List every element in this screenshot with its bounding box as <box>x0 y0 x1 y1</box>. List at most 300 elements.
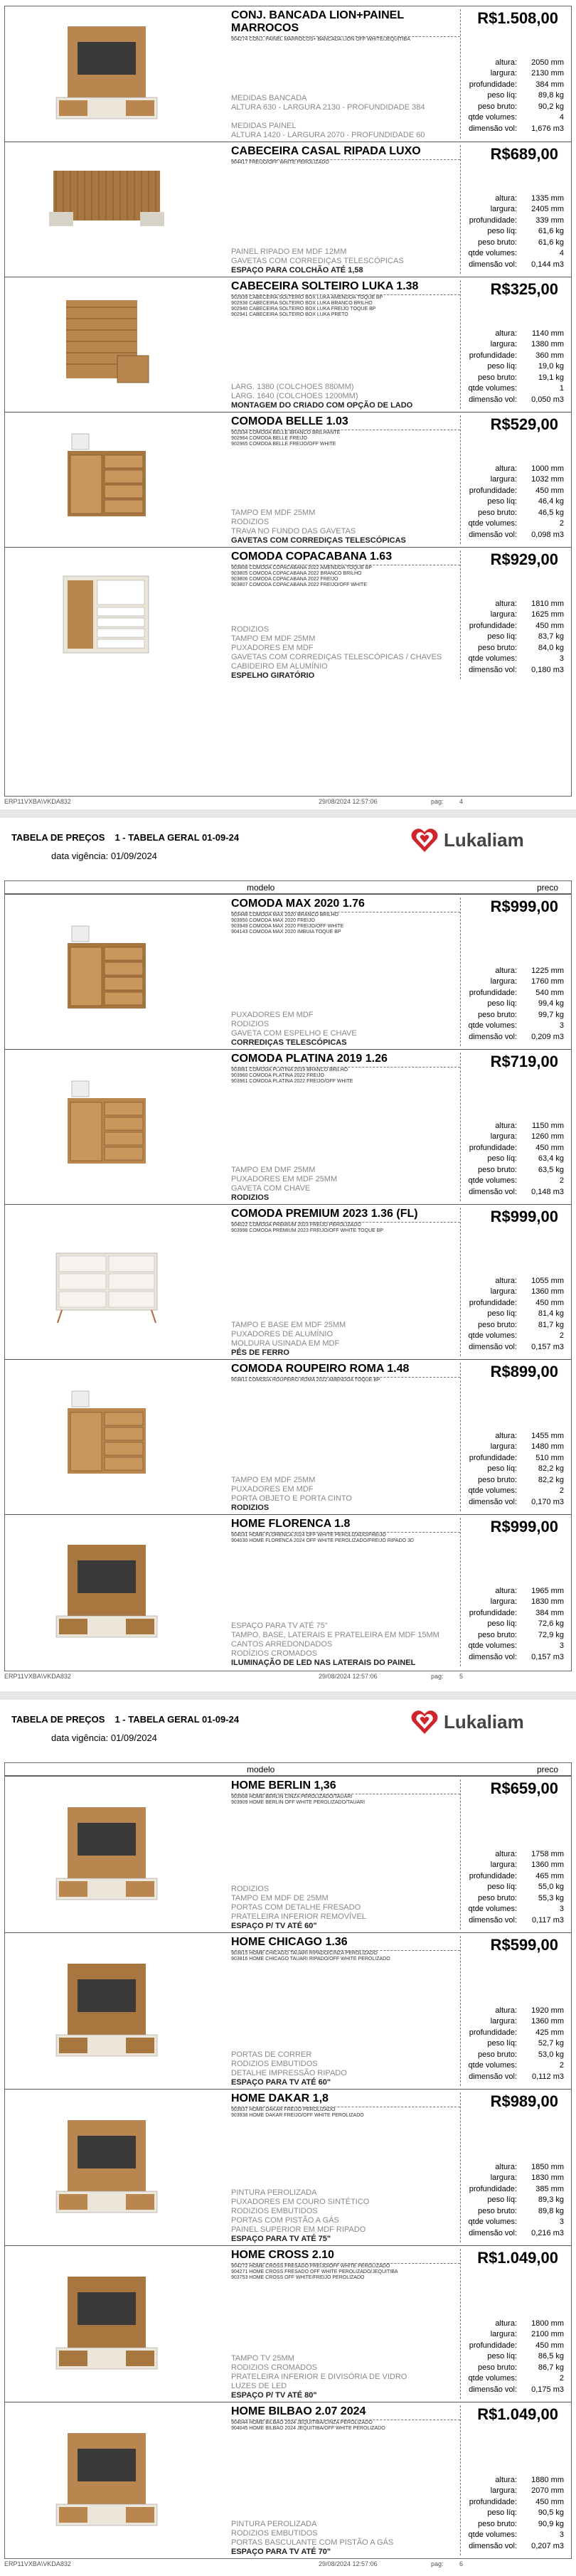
spec-value: 89,3 kg <box>538 2196 564 2204</box>
product-code-line: 904417 FREIJO/OFF WHITE PEROLIZADO <box>231 160 329 165</box>
spec-label: qtde volumes: <box>468 249 517 257</box>
product-image <box>46 1539 167 1646</box>
spec-label: largura: <box>490 1597 517 1606</box>
spec-value: 360 mm <box>535 351 564 360</box>
product-code-line: 903881 COMODA PLATINA 2019 BRANCO BRILHO <box>231 1068 348 1073</box>
product-row <box>5 1049 571 1204</box>
description-highlight: ESPAÇO PARA TV ATÉ 75" <box>231 2235 331 2243</box>
spec-row-altura <box>460 2319 564 2330</box>
spec-row-dimensao <box>460 1497 564 1508</box>
spec-value: 63,4 kg <box>538 1154 564 1163</box>
spec-value: 450 mm <box>535 1298 564 1307</box>
spec-row-dimensao <box>460 1652 564 1664</box>
product-info <box>231 2405 456 2557</box>
product-info <box>231 145 456 275</box>
spec-value: 86,5 kg <box>538 2352 564 2361</box>
footer-datetime: 29/08/2024 12:57:06 <box>319 798 378 805</box>
description-line: TAMPO EM MDF 25MM <box>231 634 316 643</box>
spec-value: 83,7 kg <box>538 632 564 641</box>
spec-row-volumes <box>460 1641 564 1652</box>
product-description <box>231 1476 456 1513</box>
product-row <box>5 6 571 142</box>
product-name: HOME CROSS 2.10 <box>231 2249 334 2261</box>
product-price: R$989,00 <box>490 2092 558 2110</box>
spec-label: largura: <box>490 69 517 78</box>
product-table <box>4 880 572 1671</box>
spec-value: 1150 mm <box>531 1121 564 1130</box>
product-row <box>5 1359 571 1514</box>
spec-label: peso bruto: <box>477 1165 517 1174</box>
spec-value: 1800 mm <box>531 2319 564 2328</box>
footer-page-number: 6 <box>459 2560 464 2567</box>
product-code-line: 904143 COMODA MAX 2020 IMBUIA TOQUE BP <box>231 930 341 935</box>
product-name: COMODA MAX 2020 1.76 <box>231 898 365 910</box>
product-price: R$325,00 <box>490 280 558 298</box>
spec-row-altura <box>460 193 564 205</box>
product-description <box>231 1321 456 1358</box>
product-specs <box>460 599 564 676</box>
spec-row-profundidade <box>460 1871 564 1883</box>
spec-row-altura <box>460 1586 564 1597</box>
product-codes <box>231 2107 456 2119</box>
spec-value: 450 mm <box>535 2497 564 2506</box>
description-line: PUXADORES EM COURO SINTÉTICO <box>231 2198 370 2206</box>
spec-label: altura: <box>495 966 517 975</box>
product-name: COMODA BELLE 1.03 <box>231 415 348 427</box>
description-line: PORTAS COM PISTÃO A GÁS <box>231 2216 339 2225</box>
product-info <box>231 1779 456 1931</box>
spec-label: peso bruto: <box>477 508 517 517</box>
description-line: MEDIDAS PAINEL <box>231 122 297 130</box>
product-code-line: 902938 CABECEIRA SOLTEIRO BOX LUKA BRANCO BRILHO <box>231 301 373 306</box>
spec-value: 81,7 kg <box>538 1320 564 1329</box>
spec-value: 2 <box>559 2061 564 2070</box>
product-code-line: 902965 COMODA BELLE FREIJO/OFF WHITE <box>231 442 336 447</box>
spec-row-dimensao <box>460 2541 564 2553</box>
product-image <box>46 292 167 398</box>
spec-row-peso-bruto <box>460 238 564 249</box>
spec-label: peso bruto: <box>477 1475 517 1484</box>
title-prefix: TABELA DE PREÇOS <box>11 832 105 843</box>
spec-label: profundidade: <box>469 2341 517 2350</box>
product-image <box>46 2114 167 2221</box>
product-specs <box>460 1586 564 1664</box>
spec-value: 82,2 kg <box>538 1464 564 1473</box>
product-specs <box>460 58 564 135</box>
spec-row-profundidade <box>460 1143 564 1154</box>
product-info <box>231 2249 456 2400</box>
spec-row-dimensao <box>460 665 564 676</box>
spec-row-peso-bruto <box>460 2363 564 2374</box>
product-codes <box>231 1794 456 1806</box>
product-specs <box>460 1431 564 1508</box>
spec-row-peso-bruto <box>460 373 564 384</box>
description-line: RODÍZIOS CROMADOS <box>231 1649 318 1658</box>
spec-value: 1850 mm <box>531 2162 564 2171</box>
spec-label: peso líq: <box>487 999 517 1008</box>
spec-row-profundidade <box>460 486 564 497</box>
product-name: CONJ. BANCADA LION+PAINEL MARROCOS <box>231 9 404 34</box>
product-info <box>231 1208 456 1358</box>
footer-report: ERP11VXBA\VKDA832 <box>4 1673 71 1680</box>
spec-value: 63,5 kg <box>538 1165 564 1174</box>
product-name: COMODA PREMIUM 2023 1.36 (FL) <box>231 1208 418 1220</box>
description-line: PORTAS DE CORRER <box>231 2050 312 2059</box>
description-line: PORTAS BASCULANTE COM PISTÃO A GÁS <box>231 2538 394 2547</box>
product-row <box>5 277 571 412</box>
product-image <box>46 1384 167 1491</box>
product-row <box>5 2089 571 2245</box>
spec-value: 425 mm <box>535 2028 564 2037</box>
spec-label: peso líq: <box>487 362 517 371</box>
spec-row-altura <box>460 464 564 475</box>
product-row <box>5 1776 571 1932</box>
spec-label: dimensão vol: <box>469 124 517 133</box>
spec-value: 2100 mm <box>531 2330 564 2338</box>
product-name: CABECEIRA SOLTEIRO LUKA 1.38 <box>231 280 419 292</box>
spec-row-volumes <box>460 2217 564 2228</box>
spec-label: dimensão vol: <box>469 665 517 674</box>
spec-value: 3 <box>559 1021 564 1030</box>
price-page <box>0 1700 576 2576</box>
product-code-line: 903806 COMODA COPACABANA 2022 FREIJO <box>231 577 338 582</box>
spec-value: 46,5 kg <box>538 508 564 517</box>
spec-row-volumes <box>460 1904 564 1915</box>
logo-text: Lukaliam <box>444 1710 524 1733</box>
description-line: RODIZIOS CROMADOS <box>231 2363 318 2372</box>
product-image <box>46 1074 167 1181</box>
spec-label: profundidade: <box>469 1453 517 1462</box>
description-line: PUXADORES EM MDF 25MM <box>231 1175 338 1183</box>
spec-row-altura <box>460 599 564 610</box>
spec-row-profundidade <box>460 1298 564 1309</box>
spec-label: dimensão vol: <box>469 2385 517 2394</box>
product-image <box>46 919 167 1026</box>
spec-label: peso bruto: <box>477 1010 517 1019</box>
spec-row-profundidade <box>460 351 564 362</box>
spec-label: largura: <box>490 1442 517 1451</box>
description-highlight: ESPAÇO PARA TV ATÉ 60" <box>231 2078 331 2087</box>
lukaliam-heart-logo-icon <box>408 824 441 856</box>
spec-value: 0,112 m3 <box>531 2072 564 2081</box>
spec-label: largura: <box>490 2173 517 2182</box>
spec-row-profundidade <box>460 215 564 227</box>
spec-row-peso-liquido <box>460 1882 564 1893</box>
spec-row-volumes <box>460 2530 564 2541</box>
description-line: RODIZIOS EMBUTIDOS <box>231 2529 318 2538</box>
spec-label: peso líq: <box>487 2352 517 2361</box>
spec-value: 2 <box>559 1176 564 1185</box>
spec-label: qtde volumes: <box>468 1021 517 1030</box>
product-codes <box>231 37 456 43</box>
spec-row-peso-bruto <box>460 508 564 519</box>
spec-label: altura: <box>495 2319 517 2328</box>
spec-label: dimensão vol: <box>469 2541 517 2550</box>
spec-value: 0,209 m3 <box>531 1032 564 1041</box>
spec-label: largura: <box>490 2330 517 2338</box>
spec-label: profundidade: <box>469 215 517 225</box>
spec-value: 1 <box>559 384 564 393</box>
spec-value: 450 mm <box>535 2341 564 2350</box>
spec-row-peso-liquido <box>460 1309 564 1320</box>
description-highlight: MONTAGEM DO CRIADO COM OPÇÃO DE LADO <box>231 401 413 410</box>
spec-label: profundidade: <box>469 1298 517 1307</box>
product-price: R$599,00 <box>490 1936 558 1954</box>
product-code-line: 903811 COMODA ROUPEIRO ROMA 2022 AMENDOA TOQUE BP <box>231 1378 380 1383</box>
spec-row-largura <box>460 2486 564 2497</box>
product-specs <box>460 329 564 406</box>
spec-label: altura: <box>495 2475 517 2484</box>
page-footer <box>4 1673 572 1683</box>
product-code-line: 903998 COMODA PREMIUM 2023 FREIJO/OFF WHITE TOQUE BP <box>231 1228 384 1233</box>
spec-label: dimensão vol: <box>469 2072 517 2081</box>
spec-row-largura <box>460 1132 564 1143</box>
spec-value: 0,170 m3 <box>531 1497 564 1506</box>
description-highlight: ESPAÇO PARA COLCHÃO ATÉ 1,58 <box>231 266 363 275</box>
price-page <box>0 818 576 1686</box>
product-price: R$999,00 <box>490 1208 558 1225</box>
spec-value: 19,0 kg <box>538 362 564 371</box>
product-specs <box>460 2319 564 2396</box>
spec-row-dimensao <box>460 1342 564 1353</box>
spec-value: 2130 mm <box>531 69 564 78</box>
page-header <box>0 818 576 873</box>
product-code-line: 902940 CABECEIRA SOLTEIRO BOX LUKA FREIJO TOQUE BP <box>231 307 376 312</box>
spec-label: altura: <box>495 2162 517 2171</box>
spec-value: 1830 mm <box>531 2173 564 2182</box>
description-line: LARG. 1380 (COLCHOES 880MM) <box>231 383 354 391</box>
product-codes <box>231 1223 456 1234</box>
product-info <box>231 280 456 410</box>
spec-label: peso líq: <box>487 91 517 100</box>
spec-row-peso-bruto <box>460 2206 564 2218</box>
description-line: MEDIDAS BANCADA <box>231 94 307 102</box>
product-codes <box>231 912 456 935</box>
product-price: R$1.049,00 <box>477 2405 558 2423</box>
spec-value: 1760 mm <box>531 977 564 986</box>
spec-value: 385 mm <box>535 2184 564 2193</box>
product-row <box>5 1204 571 1359</box>
spec-row-profundidade <box>460 2028 564 2039</box>
description-line: GAVETAS COM CORREDIÇAS TELESCÓPICAS <box>231 257 404 265</box>
spec-value: 84,0 kg <box>538 643 564 652</box>
spec-label: altura: <box>495 464 517 473</box>
spec-label: qtde volumes: <box>468 113 517 122</box>
spec-label: profundidade: <box>469 621 517 630</box>
spec-value: 1,676 m3 <box>531 124 564 133</box>
spec-value: 3 <box>559 1641 564 1650</box>
vigencia-label: data vigência: <box>51 1733 111 1743</box>
product-description <box>231 94 456 140</box>
table-title <box>11 1714 239 1725</box>
description-line <box>231 112 456 122</box>
spec-label: qtde volumes: <box>468 2530 517 2539</box>
spec-row-dimensao <box>460 1915 564 1927</box>
footer-pag-label: pag: <box>431 2560 444 2567</box>
spec-label: qtde volumes: <box>468 1486 517 1495</box>
spec-label: qtde volumes: <box>468 2218 517 2226</box>
spec-value: 1625 mm <box>531 610 564 619</box>
product-description <box>231 1011 456 1048</box>
spec-row-largura <box>460 339 564 351</box>
spec-label: peso líq: <box>487 497 517 506</box>
footer-pag-label: pag: <box>431 1673 444 1680</box>
spec-value: 72,9 kg <box>538 1630 564 1639</box>
spec-value: 1140 mm <box>531 329 564 338</box>
title-main: 1 - TABELA GERAL 01-09-24 <box>114 1714 240 1725</box>
spec-label: peso bruto: <box>477 2206 517 2215</box>
spec-value: 0,144 m3 <box>531 260 564 269</box>
spec-label: qtde volumes: <box>468 1331 517 1340</box>
product-codes <box>231 565 456 588</box>
product-specs <box>460 193 564 271</box>
spec-row-volumes <box>460 518 564 530</box>
product-description <box>231 248 456 275</box>
description-line: ESPAÇO PARA TV ATÉ 75" <box>231 1622 328 1630</box>
spec-label: largura: <box>490 2486 517 2495</box>
spec-row-volumes <box>460 1176 564 1187</box>
spec-row-dimensao <box>460 260 564 271</box>
spec-value: 99,7 kg <box>538 1010 564 1019</box>
spec-label: peso bruto: <box>477 1320 517 1329</box>
spec-value: 3 <box>559 2218 564 2226</box>
spec-label: dimensão vol: <box>469 1497 517 1506</box>
spec-label: dimensão vol: <box>469 260 517 269</box>
spec-label: peso líq: <box>487 1883 517 1891</box>
description-line: RODIZIOS <box>231 1020 270 1028</box>
spec-row-altura <box>460 966 564 977</box>
product-row <box>5 547 571 682</box>
product-code-line: 904271 HOME CROSS FRESADO OFF WHITE PEROLIZADO/JEQUITIBA <box>231 2269 398 2274</box>
spec-label: altura: <box>495 599 517 608</box>
lukaliam-heart-logo-icon <box>408 1705 441 1738</box>
price-page <box>0 0 576 809</box>
spec-value: 0,157 m3 <box>531 1342 564 1351</box>
spec-label: altura: <box>495 329 517 338</box>
spec-value: 0,117 m3 <box>531 1915 564 1925</box>
spec-row-peso-bruto <box>460 1165 564 1176</box>
product-image <box>46 1958 167 2065</box>
spec-label: peso líq: <box>487 1464 517 1473</box>
spec-value: 61,6 kg <box>538 227 564 235</box>
spec-value: 1830 mm <box>531 1597 564 1606</box>
spec-label: qtde volumes: <box>468 1176 517 1185</box>
name-divider <box>231 1222 460 1223</box>
spec-label: qtde volumes: <box>468 1641 517 1650</box>
footer-report: ERP11VXBA\VKDA832 <box>4 798 71 805</box>
description-highlight: ESPAÇO P/ TV ATÉ 60" <box>231 1922 317 1930</box>
name-divider <box>231 1377 460 1378</box>
spec-value: 1000 mm <box>531 464 564 473</box>
description-line: PAINEL SUPERIOR EM MDF RIPADO <box>231 2225 366 2234</box>
spec-value: 384 mm <box>535 1608 564 1617</box>
spec-row-altura <box>460 2162 564 2173</box>
product-code-line: 903815 HOME CHICAGO TAUARI RIPADO/CINZA PEROLIZADO <box>231 1951 378 1956</box>
product-image <box>46 562 167 669</box>
spec-label: peso bruto: <box>477 238 517 247</box>
description-highlight: RODIZIOS <box>231 1503 270 1512</box>
product-price: R$929,00 <box>490 550 558 568</box>
spec-value: 3 <box>559 1905 564 1913</box>
footer-datetime: 29/08/2024 12:57:06 <box>319 1673 378 1680</box>
product-specs <box>460 1121 564 1198</box>
product-description <box>231 2354 456 2400</box>
spec-row-profundidade <box>460 621 564 632</box>
spec-label: peso líq: <box>487 2196 517 2204</box>
spec-row-peso-bruto <box>460 2050 564 2061</box>
spec-value: 540 mm <box>535 988 564 997</box>
product-info <box>231 2092 456 2244</box>
column-modelo: modelo <box>247 1765 275 1774</box>
spec-row-peso-liquido <box>460 1619 564 1630</box>
product-row <box>5 1514 571 1669</box>
spec-row-altura <box>460 329 564 340</box>
description-line: TRAVA NO FUNDO DAS GAVETAS <box>231 527 356 536</box>
product-code-line: 903753 HOME CROSS OFF WHITE/FREIJO PEROLIZADO <box>231 2275 365 2280</box>
spec-row-altura <box>460 1849 564 1861</box>
spec-value: 3 <box>559 654 564 663</box>
spec-value: 1880 mm <box>531 2475 564 2484</box>
spec-label: largura: <box>490 1287 517 1296</box>
product-code-line: 904031 HOME FLORENCA 2024 OFF WHITE PEROLIZADO/FREIJO <box>231 1533 386 1538</box>
spec-value: 52,7 kg <box>538 2039 564 2048</box>
spec-label: peso bruto: <box>477 2519 517 2528</box>
spec-value: 2 <box>559 1486 564 1495</box>
product-price: R$689,00 <box>490 145 558 163</box>
footer-report: ERP11VXBA\VKDA832 <box>4 2560 71 2567</box>
spec-row-peso-liquido <box>460 496 564 508</box>
spec-label: peso bruto: <box>477 102 517 111</box>
spec-row-volumes <box>460 248 564 260</box>
description-line: GAVETA COM ESPELHO E CHAVE <box>231 1029 357 1038</box>
product-row <box>5 142 571 277</box>
description-highlight: ESPELHO GIRATÓRIO <box>231 671 315 680</box>
description-line: PUXADORES EM MDF <box>231 1485 314 1494</box>
product-image <box>46 1229 167 1336</box>
description-line: MOLDURA USINADA EM MDF <box>231 1339 340 1348</box>
name-divider <box>231 36 460 37</box>
spec-label: largura: <box>490 1132 517 1141</box>
product-code-line: 902939 CABECEIRA SOLTEIRO BOX LUKA AMENDOA TOQUE BP <box>231 295 383 300</box>
spec-row-peso-bruto <box>460 102 564 113</box>
spec-row-largura <box>460 610 564 621</box>
spec-label: altura: <box>495 1849 517 1858</box>
spec-value: 61,6 kg <box>538 238 564 247</box>
product-code-line: 902964 COMODA BELLE FREIJO <box>231 436 307 441</box>
product-description <box>231 2188 456 2244</box>
spec-row-volumes <box>460 2060 564 2072</box>
description-line: DETALHE IMPRESSÃO RIPADO <box>231 2069 347 2077</box>
product-row <box>5 2402 571 2558</box>
spec-label: peso bruto: <box>477 2050 517 2059</box>
spec-label: peso líq: <box>487 227 517 235</box>
description-line: PORTAS COM DETALHE FRESADO <box>231 1903 361 1912</box>
product-code-line: 903960 COMODA PLATINA 2022 FREIJO <box>231 1073 324 1078</box>
product-code-line: 903950 COMODA MAX 2020 FREIJO <box>231 918 315 923</box>
spec-row-peso-bruto <box>460 2519 564 2530</box>
spec-value: 19,1 kg <box>538 373 564 382</box>
description-line: PRATELEIRA INFERIOR E DIVISÓRIA DE VIDRO <box>231 2373 407 2381</box>
description-line: CABIDEIRO EM ALUMÍNIO <box>231 662 328 671</box>
product-price: R$1.049,00 <box>477 2249 558 2267</box>
spec-label: largura: <box>490 205 517 213</box>
product-code-line: 903937 HOME DAKAR FREIJO PEROLIZADO <box>231 2107 336 2112</box>
product-image <box>46 156 167 263</box>
spec-row-peso-liquido <box>460 1464 564 1475</box>
product-price: R$899,00 <box>490 1363 558 1380</box>
description-line: GAVETA COM CHAVE <box>231 1184 311 1193</box>
footer-page-number: 5 <box>459 1673 464 1680</box>
